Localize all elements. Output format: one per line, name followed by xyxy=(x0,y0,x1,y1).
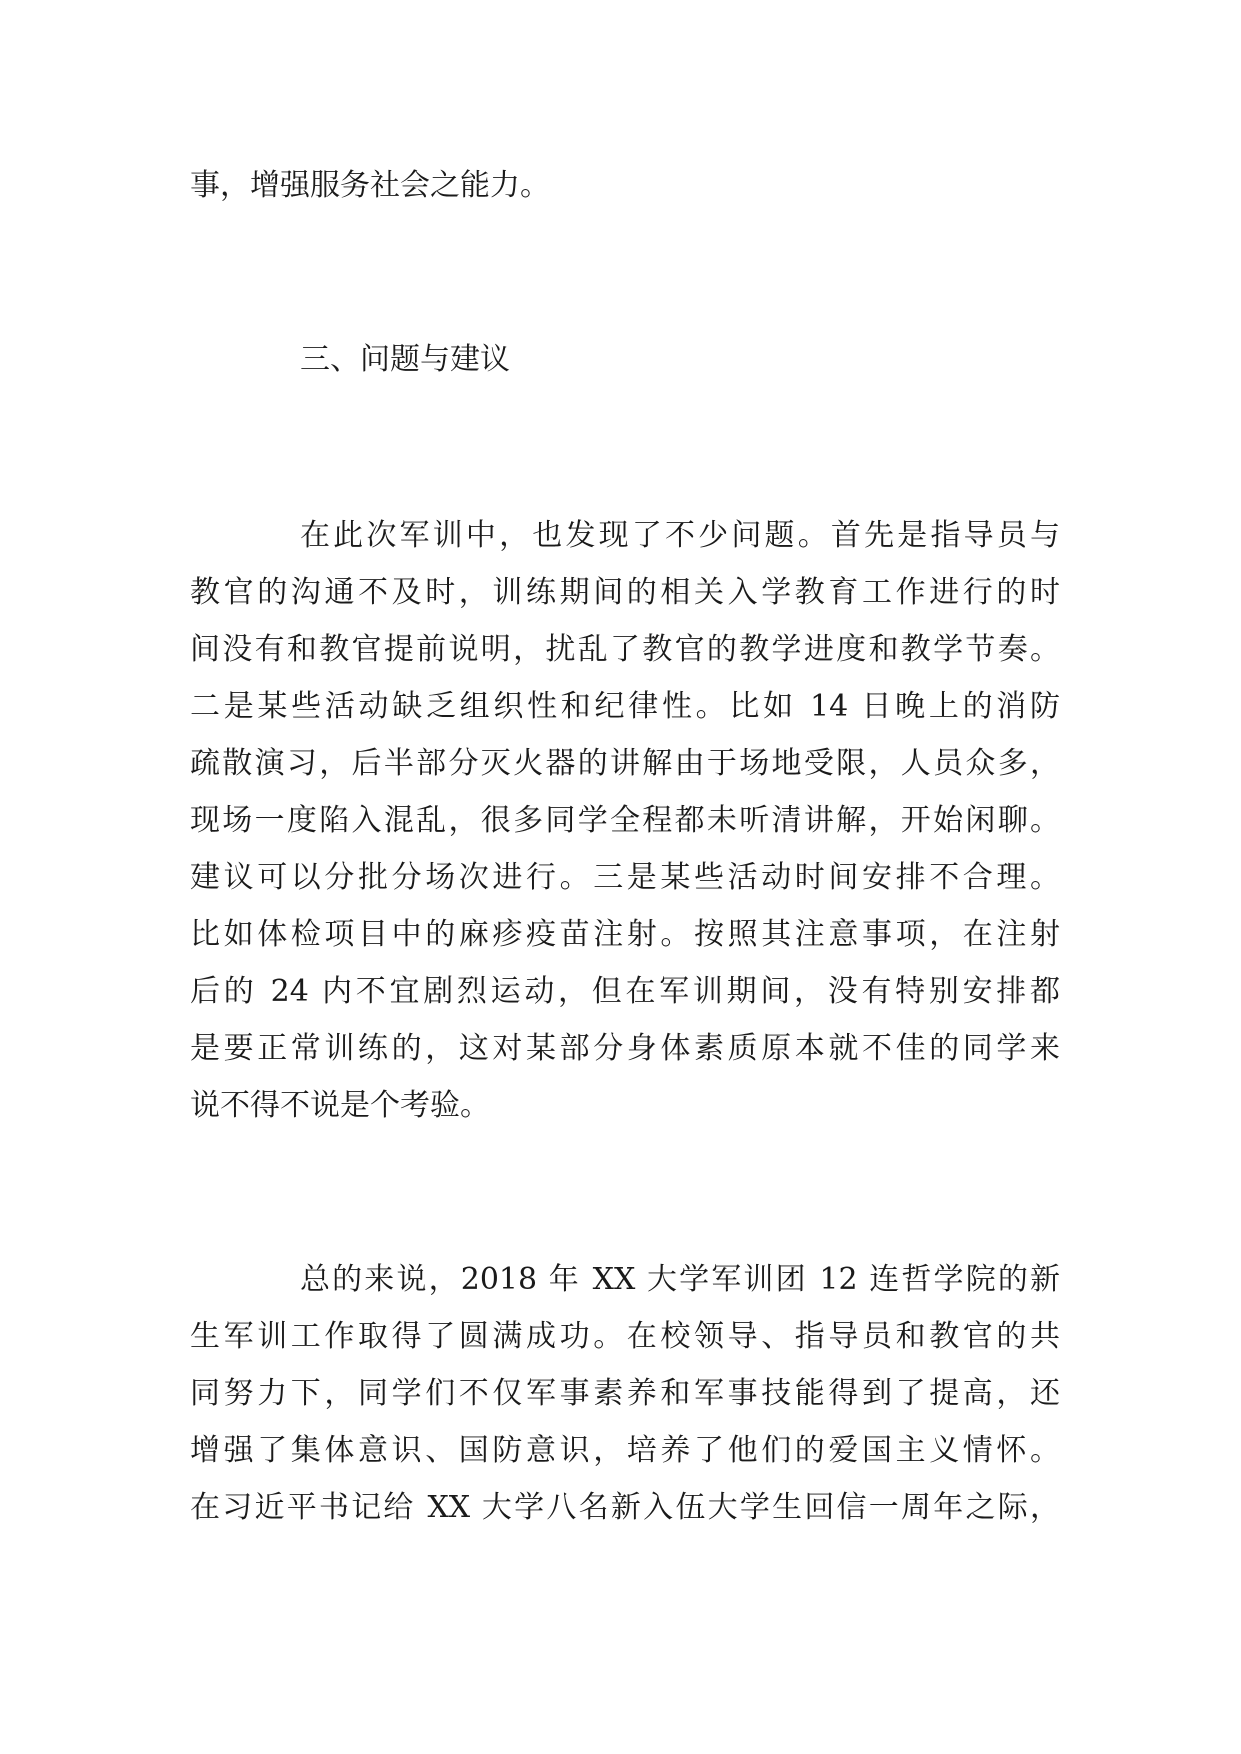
paragraph-line: 同努力下，同学们不仅军事素养和军事技能得到了提高，还 xyxy=(190,1376,1060,1411)
paragraph-line: 比如体检项目中的麻疹疫苗注射。按照其注意事项，在注射 xyxy=(190,917,1060,952)
section-heading: 三、问题与建议 xyxy=(300,342,510,377)
paragraph-line: 事，增强服务社会之能力。 xyxy=(190,168,550,203)
paragraph-line: 增强了集体意识、国防意识，培养了他们的爱国主义情怀。 xyxy=(190,1433,1060,1468)
paragraph-line: 疏散演习，后半部分灭火器的讲解由于场地受限，人员众多， xyxy=(190,746,1060,781)
paragraph-line: 总的来说，2018 年 XX 大学军训团 12 连哲学院的新 xyxy=(300,1262,1060,1297)
paragraph-line: 在此次军训中，也发现了不少问题。首先是指导员与 xyxy=(300,518,1060,553)
paragraph-line: 后的 24 内不宜剧烈运动，但在军训期间，没有特别安排都 xyxy=(190,974,1060,1009)
paragraph-line: 教官的沟通不及时，训练期间的相关入学教育工作进行的时 xyxy=(190,575,1060,610)
paragraph-line: 建议可以分批分场次进行。三是某些活动时间安排不合理。 xyxy=(190,860,1060,895)
paragraph-line: 间没有和教官提前说明，扰乱了教官的教学进度和教学节奏。 xyxy=(190,632,1060,667)
paragraph-line: 生军训工作取得了圆满成功。在校领导、指导员和教官的共 xyxy=(190,1319,1060,1354)
paragraph-line: 二是某些活动缺乏组织性和纪律性。比如 14 日晚上的消防 xyxy=(190,689,1060,724)
paragraph-line: 说不得不说是个考验。 xyxy=(190,1088,490,1123)
paragraph-line: 现场一度陷入混乱，很多同学全程都未听清讲解，开始闲聊。 xyxy=(190,803,1060,838)
paragraph-line: 在习近平书记给 XX 大学八名新入伍大学生回信一周年之际， xyxy=(190,1490,1060,1525)
paragraph-line: 是要正常训练的，这对某部分身体素质原本就不佳的同学来 xyxy=(190,1031,1060,1066)
